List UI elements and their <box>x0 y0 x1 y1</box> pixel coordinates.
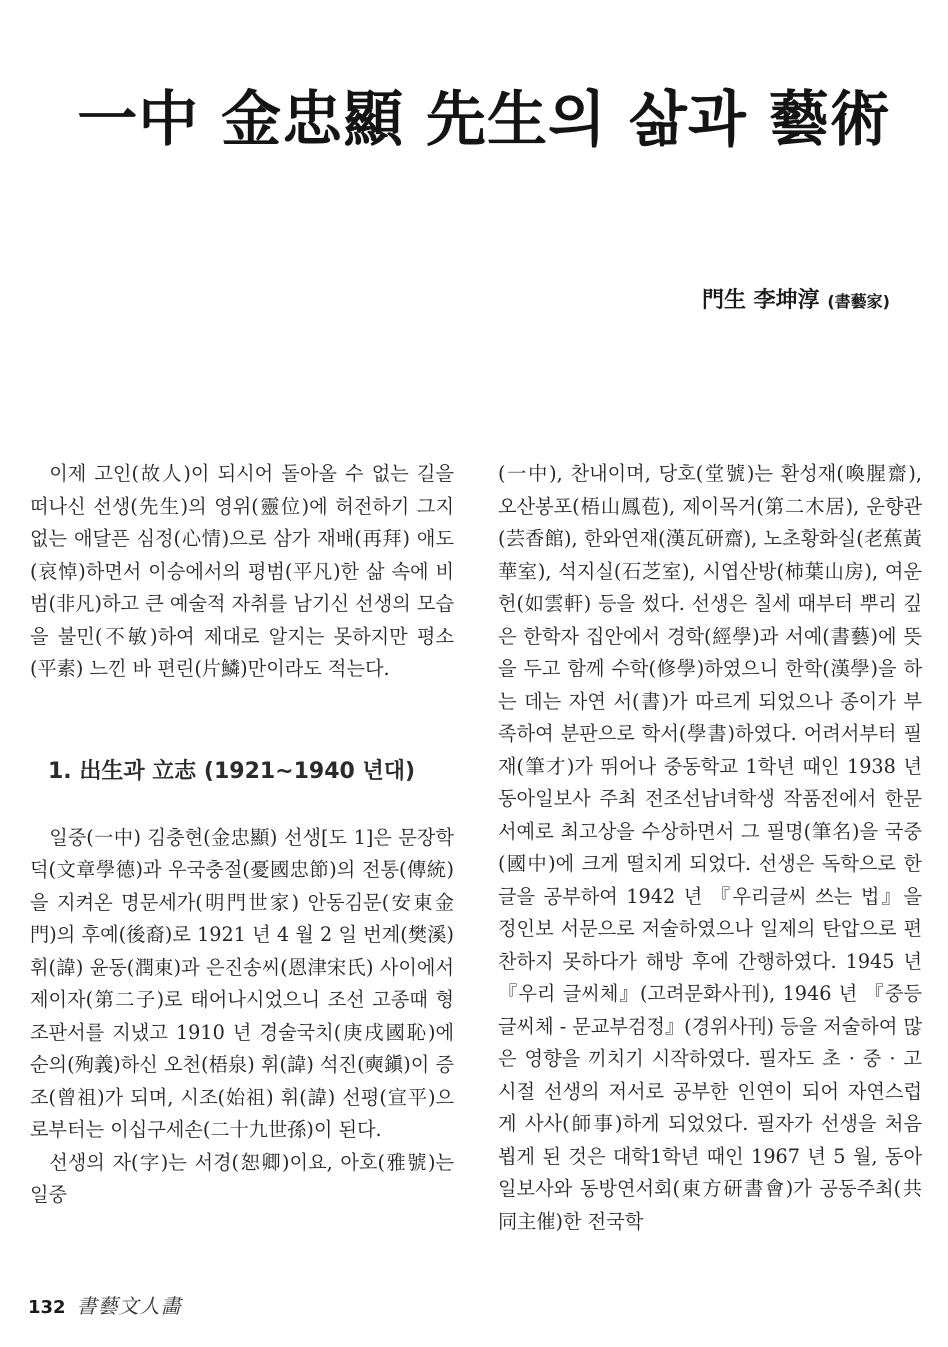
section-heading: 1. 出生과 立志 (1921~1940 년대) <box>48 758 416 784</box>
magazine-logo: 書藝文人畵 <box>76 1294 182 1318</box>
author-role: (書藝家) <box>827 292 890 311</box>
author-name: 門生 李坤淳 <box>702 288 820 313</box>
body-paragraph: (一中), 찬내이며, 당호(堂號)는 환성재(喚腥齋), 오산봉포(梧山鳳苞), 제이목거(第二木居), 운향관(芸香館), 한와연재(漢瓦研齋), 노초황화실(老蕉黃華室), 석지실(石芝室), 시엽산방(柿葉山房), 여운헌(如雲軒) 등을 썼다. 선생은 칠세 때부터 뿌리 깊은 한학자 집안에서 경학(經學)과 서예(書藝)에 뜻을 두고 함께 수학(修學)하였으니 한학(漢學)을 하는 데는 자연 서(書)가 따르게 되었으나 종이가 부족하여 분판으로 학서(學書)하였다. 어려서부터 필재(筆才)가 뛰어나 중동학교 1학년 때인 1938 년 동아일보사 주최 전조선남녀학생 작품전에서 한문서예로 최고상을 수상하면서 그 필명(筆名)을 국중(國中)에 크게 떨치게 되었다. 선생은 독학으로 한글을 공부하여 1942 년 『우리글씨 쓰는 법』을 정인보 서문으로 저술하였으나 일제의 탄압으로 편찬하지 못하다가 해방 후에 간행하였다. 1945 년 『우리 글씨체』(고려문화사刊), 1946 년 『중등 글씨체 - 문교부검정』(경위사刊) 등을 저술하여 많은 영향을 끼치기 시작하였다. 필자도 초 · 중 · 고시절 선생의 저서로 공부한 인연이 되어 자연스럽게 사사(師事)하게 되었었다. 필자가 선생을 처음 뵙게 된 것은 대학1학년 때인 1967 년 5 월, 동아일보사와 동방연서회(東方研書會)가 공동주최(共同主催)한 전국학 <box>498 462 922 1233</box>
body-paragraph: 선생의 자(字)는 서경(恕卿)이요, 아호(雅號)는 일중 <box>30 1150 454 1206</box>
intro-paragraph: 이제 고인(故人)이 되시어 돌아올 수 없는 길을 떠나신 선생(先生)의 영위(靈位)에 허전하기 그지없는 애달픈 심정(心情)으로 삼가 재배(再拜) 애도(哀悼)하면서 이승에서의 평범(平凡)한 삶 속에 비범(非凡)하고 큰 예술적 자취를 남기신 선생의 모습을 불민(不敏)하여 제대로 알지는 못하지만 평소(平素) 느낀 바 편린(片鱗)만이라도 적는다. <box>30 462 454 680</box>
page-number: 132 <box>28 1297 66 1318</box>
right-column <box>498 458 922 1238</box>
author-byline <box>702 283 890 314</box>
body-paragraph: 일중(一中) 김충현(金忠顯) 선생[도 1]은 문장학덕(文章學德)과 우국충절(憂國忠節)의 전통(傳統)을 지켜온 명문세가(明門世家) 안동김문(安東金門)의 후예(後裔)로 1921 년 4 월 2 일 번계(樊溪) 휘(諱) 윤동(潤東)과 은진송씨(恩津宋氏) 사이에서 제이자(第二子)로 태어나시었으니 조선 고종때 형조판서를 지냈고 1910 년 경술국치(庚戌國恥)에 순의(殉義)하신 오천(梧泉) 휘(諱) 석진(奭鎭)이 증조(曾祖)가 되며, 시조(始祖) 휘(諱) 선평(宣平)으로부터는 이십구세손(二十九世孫)이 된다. <box>30 825 454 1141</box>
left-column <box>30 458 454 1212</box>
article-title: 一中 金忠顯 先生의 삶과 藝術 <box>77 85 891 155</box>
page-footer <box>28 1290 182 1319</box>
